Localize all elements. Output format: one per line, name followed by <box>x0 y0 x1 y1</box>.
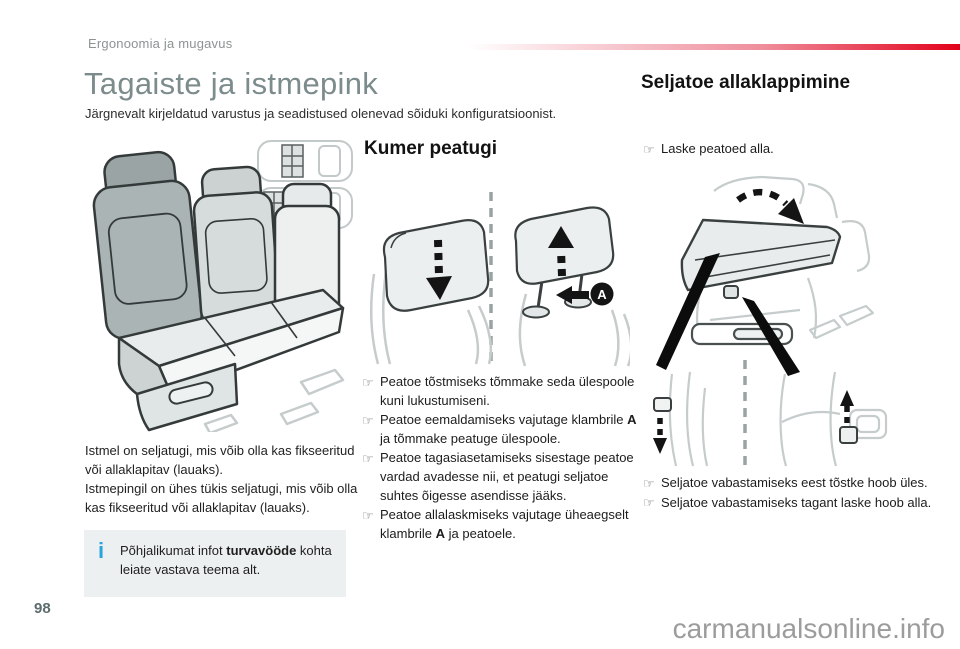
instruction-item <box>362 448 642 505</box>
instruction-item <box>643 473 943 493</box>
instruction-text: Seljatoe vabastamiseks eest tõstke hoob üles. <box>661 475 928 490</box>
instruction-text: Peatoe allalaskmiseks vajutage üheaegselt klambrile A ja peatoele. <box>380 507 629 541</box>
info-text-segment: Põhjalikumat infot <box>120 543 227 558</box>
instruction-text: Peatoe eemaldamiseks vajutage klambrile A ja tõmmake peatuge ülespoole. <box>380 412 637 446</box>
headrest-svg <box>366 186 630 368</box>
hand-pointer-icon: ☞ <box>362 450 374 466</box>
hand-pointer-icon: ☞ <box>643 495 655 510</box>
body-paragraph: Istmel on seljatugi, mis võib olla kas fikseeritud või allaklapitav (lauaks). <box>85 443 355 477</box>
backrest-svg <box>650 160 952 468</box>
headrest-illustration <box>366 186 630 373</box>
hand-pointer-icon: ☞ <box>362 507 374 523</box>
hand-pointer-icon: ☞ <box>362 412 374 428</box>
info-text-bold: turvavööde <box>226 543 297 558</box>
body-paragraph: Istmepingil on ühes tükis seljatugi, mis võib olla kas fikseeritud või allaklapitav (lauaks). <box>85 481 358 515</box>
seatback-left <box>89 149 203 340</box>
instruction-item <box>362 410 642 448</box>
seat-latch <box>724 286 738 298</box>
instruction-text: Seljatoe vabastamiseks tagant laske hoob alla. <box>661 494 932 510</box>
headrest-lowered <box>384 220 488 311</box>
backrest-fold-illustration <box>650 160 952 473</box>
instruction-item <box>643 139 943 159</box>
headrest-section-title: Kumer peatugi <box>364 138 498 159</box>
left-body-text <box>85 441 367 517</box>
info-icon: i <box>98 538 105 563</box>
info-box <box>84 530 346 597</box>
rear-bench-svg <box>85 132 357 432</box>
instruction-text: Peatoe tõstmiseks tõmmake seda ülespoole kuni lukustumiseni. <box>380 374 635 408</box>
backrest-section-title: Seljatoe allaklappimine <box>641 72 851 93</box>
instruction-text: Laske peatoed alla. <box>661 141 774 156</box>
section-label: Ergonoomia ja mugavus <box>88 36 233 51</box>
intro-text: Järgnevalt kirjeldatud varustus ja seadistused olenevad sõiduki konfiguratsioonist. <box>85 106 557 121</box>
hand-pointer-icon: ☞ <box>643 475 655 491</box>
info-box-text <box>120 541 332 579</box>
lever-rear-inset <box>781 372 886 466</box>
hand-pointer-icon: ☞ <box>643 141 655 157</box>
instruction-text: Peatoe tagasiasetamiseks sisestage peatoe vardad avadesse nii, et peatugi seljatoe suhtes õigesse asendisse jääks. <box>380 450 634 503</box>
instruction-item <box>362 372 642 410</box>
backrest-instructions <box>643 473 943 512</box>
hand-pointer-icon: ☞ <box>362 374 374 390</box>
instruction-item <box>643 493 943 513</box>
info-text-segment: kohta leiate vastava teema alt. <box>120 543 332 577</box>
rear-bench-illustration <box>85 132 357 437</box>
lever-down-arrow-icon <box>653 418 667 454</box>
label-a-badge <box>591 283 614 306</box>
backrest-pre-instructions <box>643 139 943 159</box>
page-title: Tagaiste ja istmepink <box>84 66 379 101</box>
fold-dashed-arrow-icon <box>738 192 804 224</box>
header-accent-bar <box>468 44 960 50</box>
page-number: 98 <box>34 600 51 617</box>
watermark: carmanualsonline.info <box>672 613 945 644</box>
headrest-instructions <box>362 372 642 543</box>
lever-front-inset <box>653 372 707 466</box>
label-a-text: A <box>597 287 607 302</box>
instruction-item <box>362 505 642 543</box>
lever-up-arrow-icon <box>840 390 854 423</box>
